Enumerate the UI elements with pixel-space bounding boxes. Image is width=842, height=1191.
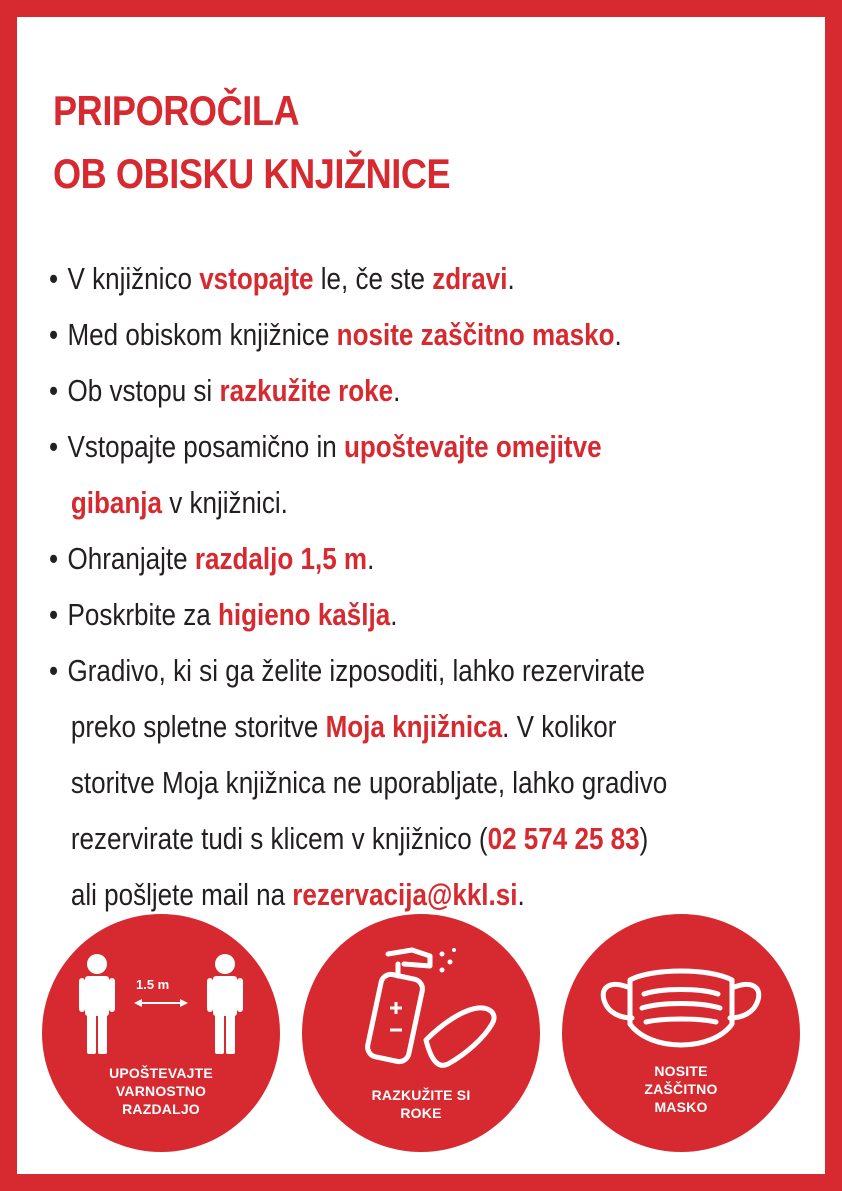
item-text: Vstopajte posamično in: [67, 429, 344, 464]
bullet-dot: •: [49, 541, 59, 576]
item-text: le, če ste: [313, 261, 433, 296]
list-item: [49, 363, 771, 419]
item-text: Ob vstopu si: [67, 373, 220, 408]
bullet-dot: •: [49, 597, 59, 632]
title-line-1: PRIPOROČILA: [53, 87, 300, 134]
item-text: .: [393, 373, 401, 408]
caption-line: RAZKUŽITE SI: [371, 1087, 471, 1103]
item-text: .: [517, 877, 525, 912]
caption-line: NOSITE: [654, 1063, 708, 1079]
caption-line: VARNOSTNO: [115, 1083, 207, 1099]
item-text: .: [390, 597, 398, 632]
pictogram-row: [37, 914, 805, 1154]
bullet-dot: •: [49, 317, 59, 352]
item-text: storitve Moja knjižnica ne uporabljate, lahko gradivo: [70, 765, 668, 800]
item-text: Ohranjajte: [67, 541, 195, 576]
caption-line: ROKE: [400, 1105, 442, 1121]
bullet-dot: •: [49, 653, 59, 688]
distance-label: 1.5 m: [136, 977, 170, 992]
item-highlight: higieno kašlja: [218, 597, 391, 632]
item-text: .: [367, 541, 375, 576]
item-highlight: gibanja: [70, 485, 162, 520]
item-text: .: [507, 261, 515, 296]
face-mask-icon: [562, 914, 800, 1152]
item-highlight: upoštevajte omejitve: [343, 429, 602, 464]
recommendations-list: [49, 251, 771, 923]
bullet-dot: •: [49, 373, 59, 408]
phone-number: 02 574 25 83: [487, 821, 640, 856]
item-highlight: Moja knjižnica: [325, 709, 503, 744]
distance-caption: [42, 1064, 280, 1118]
list-item: [49, 587, 771, 643]
item-text: rezervirate tudi s klicem v knjižnico (: [70, 821, 488, 856]
poster: [17, 17, 825, 1174]
item-highlight: razdaljo 1,5 m: [194, 541, 368, 576]
item-highlight: zdravi: [432, 261, 508, 296]
poster-title: [53, 79, 450, 205]
caption-line: UPOŠTEVAJTE: [109, 1065, 213, 1081]
caption-line: ZAŠČITNO: [644, 1081, 718, 1097]
item-text: preko spletne storitve: [70, 709, 326, 744]
item-text: Poskrbite za: [67, 597, 219, 632]
title-line-2: OB OBISKU KNJIŽNICE: [53, 150, 451, 197]
list-item: [49, 307, 771, 363]
mask-pictogram: [562, 914, 800, 1152]
item-text: . V kolikor: [502, 709, 617, 744]
caption-line: RAZDALJO: [122, 1101, 200, 1117]
list-item: [49, 531, 771, 587]
item-text: ali pošljete mail na: [70, 877, 293, 912]
email-address: rezervacija@kkl.si: [292, 877, 518, 912]
list-item: [49, 251, 771, 307]
mask-caption: [562, 1062, 800, 1116]
list-item: [49, 419, 771, 531]
bullet-dot: •: [49, 429, 59, 464]
item-highlight: nosite zaščitno masko: [336, 317, 615, 352]
item-highlight: razkužite roke: [219, 373, 394, 408]
item-highlight: vstopajte: [199, 261, 314, 296]
item-text: ): [639, 821, 649, 856]
item-text: .: [614, 317, 622, 352]
item-text: Gradivo, ki si ga želite izposoditi, lahko rezervirate: [67, 653, 645, 688]
item-text: Med obiskom knjižnice: [67, 317, 337, 352]
caption-line: MASKO: [654, 1099, 708, 1115]
sanitize-pictogram: [302, 914, 540, 1152]
item-text: v knjižnici.: [161, 485, 288, 520]
distance-pictogram: [42, 914, 280, 1152]
item-text: V knjižnico: [67, 261, 200, 296]
sanitize-caption: [302, 1086, 540, 1122]
bullet-dot: •: [49, 261, 59, 296]
list-item: [49, 643, 771, 923]
